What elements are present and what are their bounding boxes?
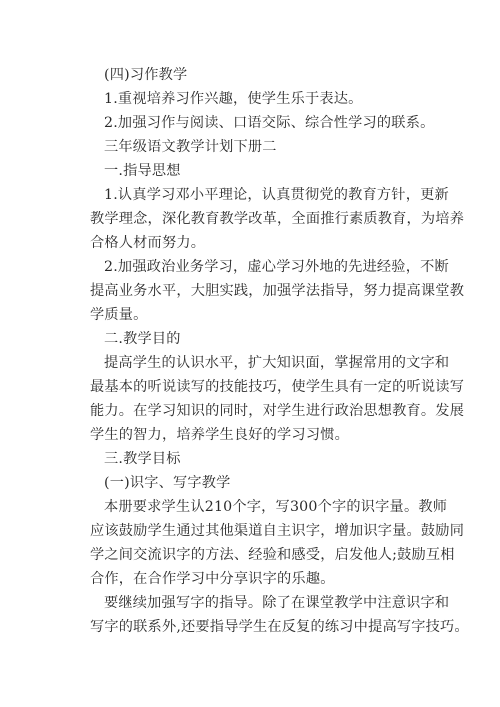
paragraph-line: 最基本的听说读写的技能技巧，使学生具有一定的听说读写 [90,379,465,395]
paragraph-line: 合作，在合作学习中分享识字的乐趣。 [90,571,335,587]
paragraph-line: 学之间交流识字的方法、经验和感受，启发他人;鼓励互相 [90,547,455,563]
paragraph-line: 本册要求学生认210个字，写300个字的识字量。教师 [104,499,448,515]
section-heading: 二.教学目的 [104,331,181,347]
paragraph-line: 能力。在学习知识的同时，对学生进行政治思想教育。发展 [90,403,465,419]
paragraph-line: 提高学生的认识水平，扩大知识面，掌握常用的文字和 [104,355,450,371]
paragraph-line: 学质量。 [90,307,148,323]
section-heading: 三.教学目标 [104,451,181,467]
paragraph-line: 要继续加强写字的指导。除了在课堂教学中注意识字和 [104,595,450,611]
subsection-heading: (一)识字、写字教学 [104,475,231,491]
section-heading: (四)习作教学 [104,67,188,83]
document-subtitle: 三年级语文教学计划下册二 [104,139,277,155]
paragraph-line: 教学理念，深化教育教学改革，全面推行素质教育，为培养 [90,211,465,227]
section-heading: 一.指导思想 [104,163,181,179]
paragraph-line: 2.加强政治业务学习，虚心学习外地的先进经验，不断 [104,259,449,275]
paragraph-line: 合格人材而努力。 [90,235,206,251]
paragraph-line: 提高业务水平，大胆实践，加强学法指导，努力提高课堂教 [90,283,465,299]
paragraph-line: 1.重视培养习作兴趣，使学生乐于表达。 [104,91,363,107]
paragraph-line: 写字的联系外,还要指导学生在反复的练习中提高写字技巧。 [90,619,469,635]
paragraph-line: 学生的智力，培养学生良好的学习习惯。 [90,427,349,443]
paragraph-line: 1.认真学习邓小平理论，认真贯彻党的教育方针，更新 [104,187,449,203]
paragraph-line: 应该鼓励学生通过其他渠道自主识字，增加识字量。鼓励同 [90,523,465,539]
paragraph-line: 2.加强习作与阅读、口语交际、综合性学习的联系。 [104,115,435,131]
